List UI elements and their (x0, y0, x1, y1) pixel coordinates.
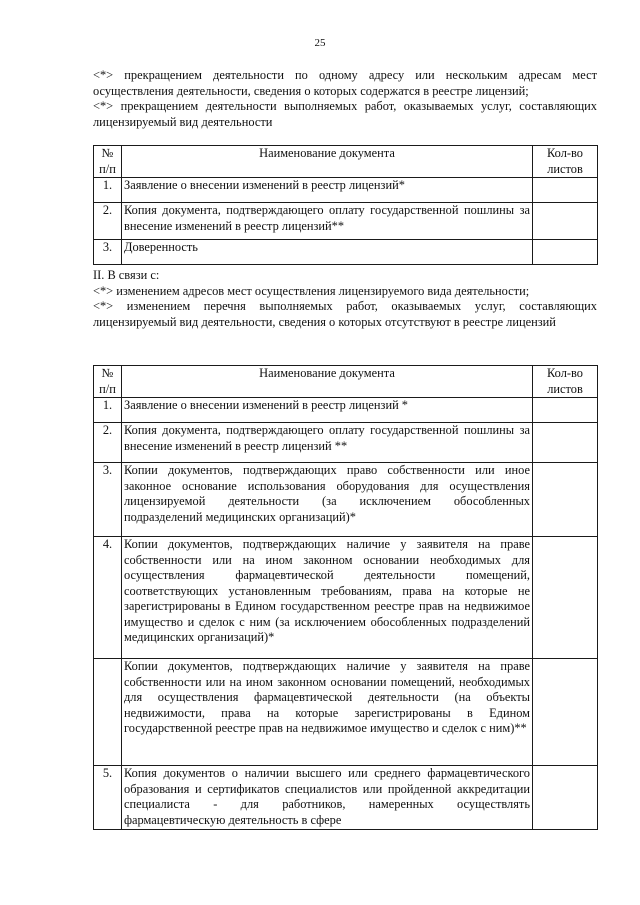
section-1-text (93, 68, 597, 130)
row-count (533, 240, 598, 265)
documents-table-2 (93, 365, 598, 830)
header-count: Кол-во листов (533, 366, 598, 398)
row-num: 3. (94, 240, 122, 265)
header-num: № п/п (94, 366, 122, 398)
page-number: 25 (314, 37, 326, 49)
header-num: № п/п (94, 146, 122, 178)
header-name: Наименование документа (122, 366, 533, 398)
row-count (533, 398, 598, 423)
row-name: Копия документа, подтверждающего оплату государственной пошлины за внесение изменений в реестр лицензий ** (122, 423, 533, 463)
table-row (94, 659, 598, 766)
table-row (94, 178, 598, 203)
row-count (533, 463, 598, 537)
table-row (94, 203, 598, 240)
row-num: 4. (94, 537, 122, 659)
table-row (94, 463, 598, 537)
row-num: 1. (94, 398, 122, 423)
section-2-line-1: <*> изменением адресов мест осуществления лицензируемого вида деятельности; (93, 283, 530, 298)
row-name: Доверенность (122, 240, 533, 265)
table-row (94, 766, 598, 830)
row-num: 2. (94, 423, 122, 463)
row-num: 2. (94, 203, 122, 240)
table-row (94, 423, 598, 463)
row-name: Копии документов, подтверждающих наличие у заявителя на праве собственности или на ином законном основании необходимых для осуществления фармацевтической деятельности помещений, соответствующих установленным требованиям, права на которые не зарегистрированы в Едином государственном реестре прав на недвижимое имущество и сделок с ним (за исключением обособленных подразделений медицинских организаций)* (122, 537, 533, 659)
row-count (533, 537, 598, 659)
row-count (533, 766, 598, 830)
row-name: Копия документов о наличии высшего или среднего фармацевтического образования и сертификатов специалистов или пройденной аккредитации специалиста - для работников, намеренных осуществлять фармацевтическую деятельность в сфере (122, 766, 533, 830)
documents-table-1 (93, 145, 598, 265)
table-row (94, 240, 598, 265)
table-2-header (94, 366, 598, 398)
table-row (94, 537, 598, 659)
row-num: 3. (94, 463, 122, 537)
row-name: Копия документа, подтверждающего оплату государственной пошлины за внесение изменений в реестр лицензий** (122, 203, 533, 240)
row-num: 5. (94, 766, 122, 830)
section-2-line-2: <*> изменением перечня выполняемых работ, оказываемых услуг, составляющих лицензируемый вид деятельности, сведения о которых отсутствуют в реестре лицензий (93, 299, 597, 329)
row-name: Копии документов, подтверждающих наличие у заявителя на праве собственности или на ином законном основании помещений, необходимых для осуществления фармацевтической деятельности (на объекты недвижимости, права на которые зарегистрированы в Едином государственной реестре прав на недвижимое имущество и сделок с ним)** (122, 659, 533, 766)
header-name: Наименование документа (122, 146, 533, 178)
section-2-text (93, 268, 597, 330)
section-1-line-2: <*> прекращением деятельности выполняемых работ, оказываемых услуг, составляющих лицензируемый вид деятельности (93, 99, 597, 129)
row-count (533, 659, 598, 766)
section-2-heading: II. В связи с: (93, 268, 160, 282)
row-name: Заявление о внесении изменений в реестр лицензий* (122, 178, 533, 203)
row-name: Заявление о внесении изменений в реестр лицензий * (122, 398, 533, 423)
row-name: Копии документов, подтверждающих право собственности или иное законное основание использования оборудования для осуществления лицензируемой деятельности (за исключением обособленных подразделений медицинских организаций)* (122, 463, 533, 537)
row-count (533, 203, 598, 240)
header-count: Кол-во листов (533, 146, 598, 178)
table-row (94, 398, 598, 423)
row-num: 1. (94, 178, 122, 203)
section-1-line-1: <*> прекращением деятельности по одному адресу или нескольким адресам мест осуществления деятельности, сведения о которых содержатся в реестре лицензий; (93, 68, 597, 98)
row-count (533, 178, 598, 203)
row-count (533, 423, 598, 463)
row-num (94, 659, 122, 766)
table-1-header (94, 146, 598, 178)
